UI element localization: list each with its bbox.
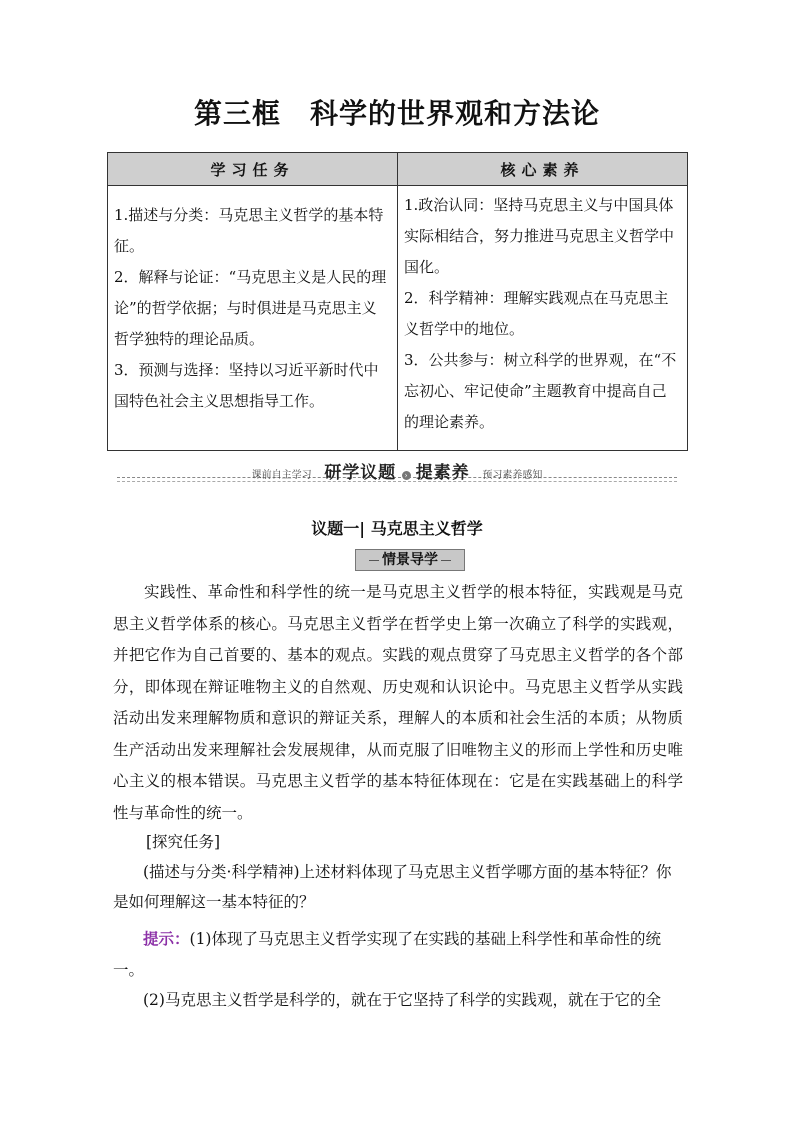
- arrow-dot-icon: ›: [402, 471, 411, 480]
- literacy-item: 3．公共参与：树立科学的世界观，在“不忘初心、牢记使命”主题教育中提高自己的理论素养。: [404, 351, 677, 431]
- banner-left-caption: 课前自主学习: [251, 470, 312, 481]
- inquiry-question: (描述与分类·科学精神)上述材料体现了马克思主义哲学哪方面的基本特征？你是如何理解这一基本特征的？: [113, 863, 672, 911]
- literacy-item: 1.政治认同：坚持马克思主义与中国具体实际相结合，努力推进马克思主义哲学中国化。: [404, 196, 675, 276]
- topic-heading: 议题一| 马克思主义哲学: [311, 519, 483, 538]
- hint-label: 提示：: [143, 929, 190, 948]
- hint-paragraph: [113, 923, 683, 986]
- header-core-literacy: 核心素养: [398, 153, 688, 186]
- banner-right-caption: 预习素养感知: [482, 470, 543, 481]
- banner-main-a: 研学议题: [324, 463, 397, 483]
- hint-text: (1)体现了马克思主义哲学实现了在实践的基础上科学性和革命性的统一。: [113, 930, 661, 979]
- banner-content: [117, 458, 677, 483]
- banner-main-b: 提素养: [415, 463, 470, 483]
- reading-passage: 实践性、革命性和科学性的统一是马克思主义哲学的根本特征，实践观是马克思主义哲学体系的核心。马克思主义哲学在哲学史上第一次确立了科学的实践观，并把它作为自己首要的、基本的观点。实践的观点贯穿了马克思主义哲学的各个部分，即体现在辩证唯物主义的自然观、历史观和认识论中。马克思主义哲学从实践活动出发来理解物质和意识的辩证关系，理解人的本质和社会生活的本质；从物质生产活动出发来理解社会发展规律，从而克服了旧唯物主义的形而上学性和历史唯心主义的根本错误。马克思主义哲学的基本特征体现在：它是在实践基础上的科学性与革命性的统一。: [113, 583, 683, 822]
- task-item: 2．解释与论证：“马克思主义是人民的理论”的哲学依据；与时俱进是马克思主义哲学独特的理论品质。: [114, 268, 387, 348]
- task-item: 1.描述与分类：马克思主义哲学的基本特征。: [114, 206, 384, 255]
- badge-trail-line: [441, 560, 451, 561]
- badge-label: 情景导学: [382, 552, 438, 568]
- page-title: 第三框 科学的世界观和方法论: [193, 97, 600, 130]
- learning-tasks-cell: [108, 186, 398, 451]
- badge-lead-line: [369, 560, 379, 561]
- header-learning-tasks: 学习任务: [108, 153, 398, 186]
- core-literacy-cell: [398, 186, 688, 451]
- task-heading: [探究任务]: [146, 833, 221, 851]
- situation-badge: [355, 549, 465, 571]
- answer-paragraph-2: (2)马克思主义哲学是科学的，就在于它坚持了科学的实践观，就在于它的全: [143, 991, 661, 1009]
- section-banner: [117, 458, 677, 482]
- task-item: 3．预测与选择：坚持以习近平新时代中国特色社会主义思想指导工作。: [114, 361, 379, 410]
- literacy-item: 2．科学精神：理解实践观点在马克思主义哲学中的地位。: [404, 289, 669, 338]
- objectives-table: [107, 152, 688, 451]
